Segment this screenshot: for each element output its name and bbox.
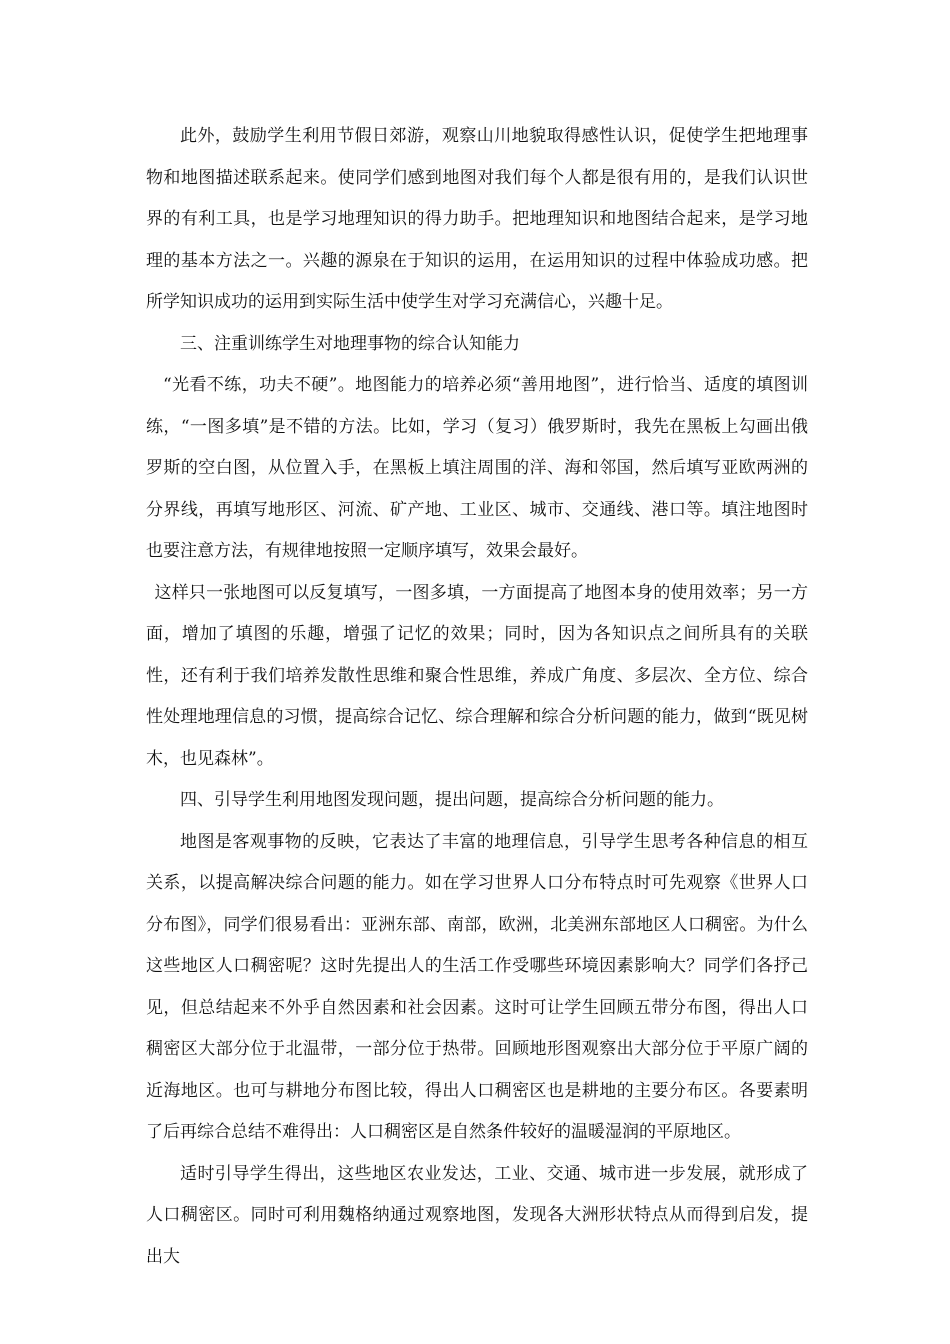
paragraph-population-analysis: 地图是客观事物的反映，它表达了丰富的地理信息，引导学生思考各种信息的相互关系，以提高解决综合问题的能力。如在学习世界人口分布特点时可先观察《世界人口分布图》，同学们很易看出：亚洲东部、南部，欧洲，北美洲东部地区人口稠密。为什么这些地区人口稠密呢？这时先提出人的生活工作受哪些环境因素影响大？同学们各抒己见，但总结起来不外乎自然因素和社会因素。这时可让学生回顾五带分布图，得出人口稠密区大部分位于北温带，一部分位于热带。回顾地形图观察出大部分位于平原广阔的近海地区。也可与耕地分布图比较，得出人口稠密区也是耕地的主要分布区。各要素明了后再综合总结不难得出：人口稠密区是自然条件较好的温暖湿润的平原地区。 <box>146 831 808 1142</box>
paragraph-guide-conclusion: 适时引导学生得出，这些地区农业发达，工业、交通、城市进一步发展，就形成了人口稠密区。同时可利用魏格纳通过观察地图，发现各大洲形状特点从而得到启发，提出大 <box>146 1163 808 1267</box>
section-heading-3: 三、注重训练学生对地理事物的综合认知能力 <box>180 333 520 354</box>
paragraph-fill-map-training: “光看不练，功夫不硬”。地图能力的培养必须“善用地图”，进行恰当、适度的填图训练，“一图多填”是不错的方法。比如，学习（复习）俄罗斯时，我先在黑板上勾画出俄罗斯的空白图，从位置入手，在黑板上填注周围的洋、海和邻国，然后填写亚欧两洲的分界线，再填写地形区、河流、矿产地、工业区、城市、交通线、港口等。填注地图时也要注意方法，有规律地按照一定顺序填写，效果会最好。 <box>146 375 808 561</box>
document-body <box>146 116 808 1278</box>
paragraph-map-interest: 此外，鼓励学生利用节假日郊游，观察山川地貌取得感性认识，促使学生把地理事物和地图描述联系起来。使同学们感到地图对我们每个人都是很有用的，是我们认识世界的有利工具，也是学习地理知识的得力助手。把地理知识和地图结合起来，是学习地理的基本方法之一。兴趣的源泉在于知识的运用，在运用知识的过程中体验成功感。把所学知识成功的运用到实际生活中使学生对学习充满信心，兴趣十足。 <box>146 126 808 312</box>
section-heading-4: 四、引导学生利用地图发现问题，提出问题，提高综合分析问题的能力。 <box>180 790 724 810</box>
paragraph-one-map-multiple-fill: 这样只一张地图可以反复填写，一图多填，一方面提高了地图本身的使用效率；另一方面，增加了填图的乐趣，增强了记忆的效果；同时，因为各知识点之间所具有的关联性，还有利于我们培养发散性思维和聚合性思维，养成广角度、多层次、全方位、综合性处理地理信息的习惯，提高综合记忆、综合理解和综合分析问题的能力，做到“既见树木，也见森林”。 <box>146 582 808 769</box>
